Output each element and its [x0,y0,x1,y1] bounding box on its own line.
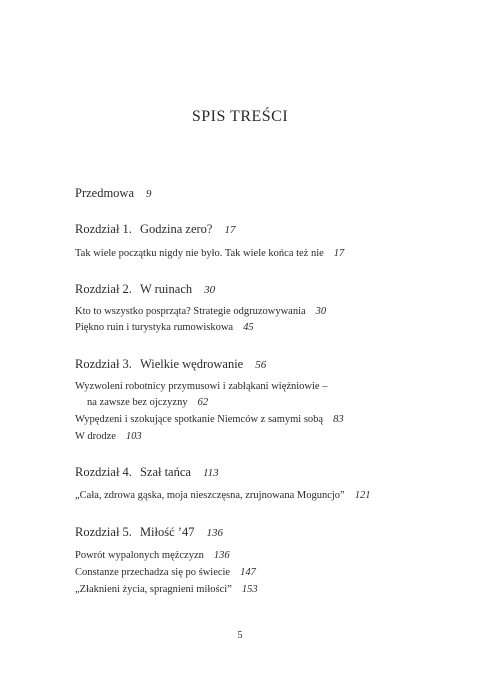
toc-entry [75,305,326,318]
entry-text: „Złaknieni życia, spragnieni miłości” [75,584,232,595]
chapter-name: W ruinach [139,282,193,296]
chapter-1-heading [75,222,235,237]
entry-page: 62 [197,397,209,408]
entry-page: 17 [333,248,345,259]
chapter-name: Szał tańca [139,465,191,479]
entry-text: Wyzwoleni robotnicy przymusowi i zabłąkani więźniowie – [75,381,328,392]
entry-page: 136 [213,550,230,561]
chapter-label: Rozdział 2. [75,282,132,296]
chapter-label: Rozdział 3. [75,357,132,371]
entry-page: 30 [315,306,327,317]
chapter-name: Miłość ’47 [139,525,195,539]
entry-text: Tak wiele początku nigdy nie było. Tak wiele końca też nie [75,248,324,259]
entry-text: Powrót wypalonych mężczyzn [75,550,204,561]
chapter-4-heading [75,465,219,480]
chapter-page: 56 [255,359,267,371]
toc-entry [75,247,344,260]
preface-heading [75,186,152,201]
entry-page: 83 [333,414,344,425]
chapter-page: 17 [224,224,236,236]
toc-entry [75,380,327,393]
entry-text: „Cała, zdrowa gąska, moja nieszczęsna, zrujnowana Moguncjo” [75,490,345,501]
entry-text: Constanze przechadza się po świecie [75,567,231,578]
toc-entry [75,489,370,502]
entry-text: W drodze [75,431,116,442]
toc-entry [75,413,344,426]
chapter-name: Wielkie wędrowanie [139,357,244,371]
entry-page: 45 [243,322,254,333]
chapter-3-heading [75,357,266,372]
toc-entry [75,583,258,596]
chapter-label: Rozdział 1. [75,222,132,236]
page-title: SPIS TREŚCI [191,108,289,125]
entry-page: 147 [240,567,256,578]
page-number: 5 [237,630,243,641]
toc-entry [75,549,230,562]
toc-entry [75,566,256,579]
chapter-page: 113 [202,467,219,479]
chapter-page: 136 [206,527,223,539]
entry-page: 153 [241,584,258,595]
toc-entry [75,321,254,334]
toc-entry [75,430,142,443]
entry-text: Piękno ruin i turystyka rumowiskowa [75,322,234,333]
entry-text: Kto to wszystko posprząta? Strategie odgruzowywania [75,306,306,317]
preface-label: Przedmowa [75,186,135,200]
chapter-5-heading [75,525,223,540]
entry-text: na zawsze bez ojczyzny [87,397,188,408]
toc-entry-continuation [87,396,208,409]
preface-page: 9 [146,188,152,200]
entry-page: 103 [125,431,142,442]
chapter-label: Rozdział 4. [75,465,132,479]
entry-text: Wypędzeni i szokujące spotkanie Niemców z samymi sobą [75,414,324,425]
chapter-page: 30 [204,284,216,296]
chapter-name: Godzina zero? [139,222,213,236]
chapter-2-heading [75,282,215,297]
chapter-label: Rozdział 5. [75,525,132,539]
entry-page: 121 [354,490,371,501]
